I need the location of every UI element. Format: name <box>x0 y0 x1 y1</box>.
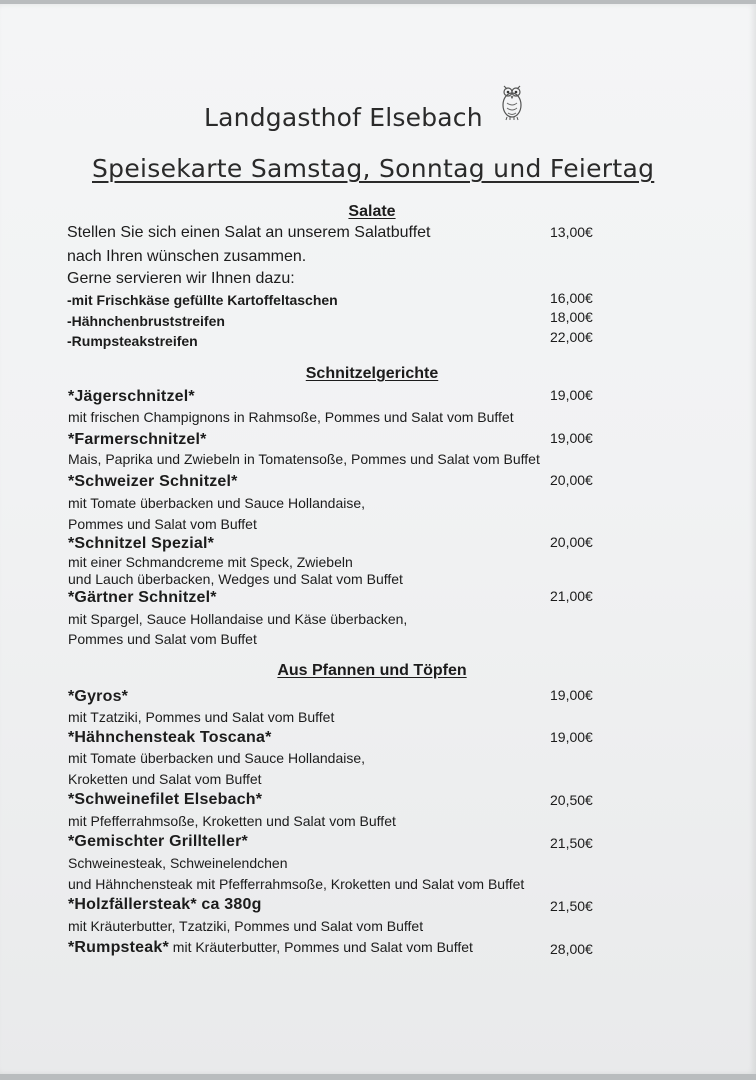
dish-price: 19,00€ <box>550 729 593 745</box>
dish-description: mit frischen Champignons in Rahmsoße, Pommes und Salat vom Buffet <box>68 409 514 425</box>
salad-buffet-price: 13,00€ <box>550 224 593 240</box>
salad-option-price: 22,00€ <box>550 329 593 345</box>
salad-option-price: 16,00€ <box>550 290 593 306</box>
dish-price: 20,50€ <box>550 792 593 808</box>
dish-price: 20,00€ <box>550 472 593 488</box>
dish-description: mit Kräuterbutter, Tzatziki, Pommes und Salat vom Buffet <box>68 918 424 934</box>
dish-description: mit Pfefferrahmsoße, Kroketten und Salat vom Buffet <box>68 813 396 829</box>
dish-description: mit Kräuterbutter, Pommes und Salat vom Buffet <box>168 939 473 955</box>
dish-price: 21,50€ <box>550 835 593 851</box>
menu-sheet <box>0 4 756 1074</box>
salad-option-name: -mit Frischkäse gefüllte Kartoffeltaschen <box>67 292 338 308</box>
dish-description: mit einer Schmandcreme mit Speck, Zwiebeln <box>68 554 353 570</box>
salad-option-name: -Rumpsteakstreifen <box>67 333 198 349</box>
salad-option-price: 18,00€ <box>550 309 593 325</box>
dish-description: mit Spargel, Sauce Hollandaise und Käse überbacken, <box>68 611 408 627</box>
dish-description: Schweinesteak, Schweinelendchen <box>68 855 288 871</box>
section-heading-salate: Salate <box>348 203 396 220</box>
dish-name: *Farmerschnitzel* <box>68 431 207 448</box>
salad-option-name: -Hähnchenbruststreifen <box>67 313 225 329</box>
dish-description: Pommes und Salat vom Buffet <box>68 631 257 647</box>
section-heading-schnitzel: Schnitzelgerichte <box>305 365 439 382</box>
dish-price: 19,00€ <box>550 387 593 403</box>
dish-name: *Schweizer Schnitzel* <box>68 473 238 490</box>
dish-price: 19,00€ <box>550 430 593 446</box>
dish-description: Pommes und Salat vom Buffet <box>68 516 257 532</box>
dish-name: *Holzfällersteak* ca 380g <box>68 896 262 913</box>
dish-description: und Lauch überbacken, Wedges und Salat vom Buffet <box>68 571 403 587</box>
dish-description: Kroketten und Salat vom Buffet <box>68 771 262 787</box>
dish-name: *Schweinefilet Elsebach* <box>68 791 263 808</box>
dish-name: *Gyros* <box>68 688 129 705</box>
salad-intro-line: nach Ihren wünschen zusammen. <box>67 248 307 265</box>
restaurant-name: Landgasthof Elsebach <box>204 103 483 132</box>
menu-subtitle: Speisekarte Samstag, Sonntag und Feiertag <box>92 154 655 183</box>
salad-intro-line: Stellen Sie sich einen Salat an unserem Salatbuffet <box>67 224 431 241</box>
dish-price: 28,00€ <box>550 941 593 957</box>
salad-intro-line: Gerne servieren wir Ihnen dazu: <box>67 270 295 287</box>
dish-description: mit Tzatziki, Pommes und Salat vom Buffet <box>68 709 335 725</box>
dish-name: *Gemischter Grillteller* <box>68 833 248 850</box>
section-heading-pfannen: Aus Pfannen und Töpfen <box>277 662 467 679</box>
dish-line-rumpsteak <box>68 939 473 957</box>
dish-name: *Jägerschnitzel* <box>68 388 195 405</box>
dish-name: *Rumpsteak* <box>68 939 169 956</box>
dish-price: 19,00€ <box>550 687 593 703</box>
dish-price: 21,50€ <box>550 898 593 914</box>
dish-description: Mais, Paprika und Zwiebeln in Tomatensoße, Pommes und Salat vom Buffet <box>68 451 540 467</box>
owl-icon <box>499 81 525 121</box>
dish-description: mit Tomate überbacken und Sauce Hollandaise, <box>68 495 366 511</box>
dish-price: 20,00€ <box>550 534 593 550</box>
dish-description: mit Tomate überbacken und Sauce Hollandaise, <box>68 750 366 766</box>
dish-name: *Hähnchensteak Toscana* <box>68 729 272 746</box>
dish-name: *Gärtner Schnitzel* <box>68 589 217 606</box>
dish-price: 21,00€ <box>550 588 593 604</box>
dish-name: *Schnitzel Spezial* <box>68 535 215 552</box>
dish-description: und Hähnchensteak mit Pfefferrahmsoße, Kroketten und Salat vom Buffet <box>68 876 525 892</box>
